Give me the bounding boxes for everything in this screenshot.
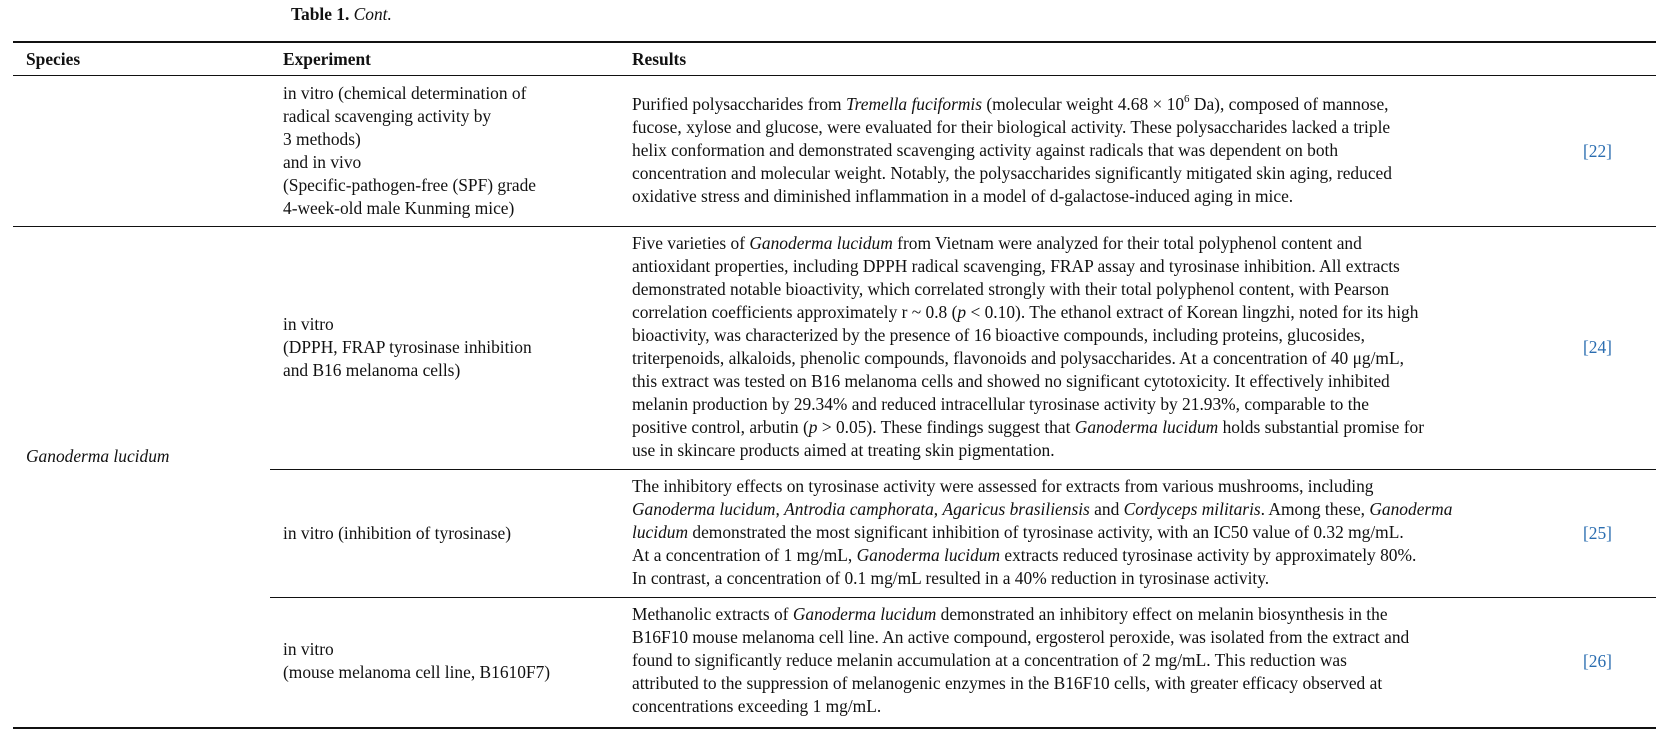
result-line: B16F10 mouse melanoma cell line. An active compound, ergosterol peroxide, was isolated from the extract and — [632, 627, 1410, 647]
result-line: concentrations exceeding 1 mg/mL. — [632, 696, 882, 716]
result-line: lucidum demonstrated the most significant inhibition of tyrosinase activity, with an IC50 value of 0.32 mg/mL. — [632, 522, 1404, 542]
result-line: triterpenoids, alkaloids, phenolic compounds, flavonoids and polysaccharides. At a concentration of 40 μg/mL, — [632, 348, 1404, 368]
result-line: fucose, xylose and glucose, were evaluated for their biological activity. These polysaccharides lacked a triple — [632, 117, 1391, 137]
result-line: In contrast, a concentration of 0.1 mg/mL resulted in a 40% reduction in tyrosinase activity. — [632, 568, 1270, 588]
row-rule — [270, 469, 1656, 470]
result-line: Ganoderma lucidum, Antrodia camphorata, Agaricus brasiliensis and Cordyceps militaris. Among these, Ganoderma — [632, 499, 1453, 519]
row-3-results — [632, 475, 1452, 590]
reference-link[interactable]: [26] — [1583, 651, 1612, 671]
result-line: concentration and molecular weight. Notably, the polysaccharides significantly mitigated skin aging, reduced — [632, 163, 1392, 183]
result-line: positive control, arbutin (p > 0.05). These findings suggest that Ganoderma lucidum holds substantial promise for — [632, 417, 1425, 437]
result-line: use in skincare products aimed at treating skin pigmentation. — [632, 440, 1055, 460]
result-line: Five varieties of Ganoderma lucidum from Vietnam were analyzed for their total polyphenol content and — [632, 233, 1362, 253]
result-line: found to significantly reduce melanin accumulation at a concentration of 2 mg/mL. This reduction was — [632, 650, 1347, 670]
row-rule — [270, 597, 1656, 598]
result-line: Methanolic extracts of Ganoderma lucidum demonstrated an inhibitory effect on melanin biosynthesis in the — [632, 604, 1388, 624]
table-label: Table 1. — [291, 4, 350, 24]
result-line: attributed to the suppression of melanogenic enzymes in the B16F10 cells, with greater efficacy observed at — [632, 673, 1383, 693]
table-caption — [291, 3, 392, 26]
table-cont: Cont. — [353, 4, 392, 24]
result-line: Purified polysaccharides from Tremella fuciformis (molecular weight $4.68 \times 10^6$ Da), composed of mannose, — [632, 93, 1389, 114]
result-line: correlation coefficients approximately r ~ 0.8 (p < 0.10). The ethanol extract of Korean lingzhi, noted for its high — [632, 302, 1419, 322]
header-experiment: Experiment — [283, 49, 371, 69]
result-line: this extract was tested on B16 melanoma cells and showed no significant cytotoxicity. It effectively inhibited — [632, 371, 1390, 391]
bottom-rule — [13, 727, 1656, 729]
reference-link[interactable]: [24] — [1583, 337, 1612, 357]
row-4-results — [632, 603, 1409, 718]
top-rule — [13, 41, 1656, 43]
reference-link[interactable]: [22] — [1583, 141, 1612, 161]
row-3-experiment: in vitro (inhibition of tyrosinase) — [283, 523, 511, 543]
header-species: Species — [26, 49, 81, 69]
result-line: antioxidant properties, including DPPH radical scavenging, FRAP assay and tyrosinase inhibition. All extracts — [632, 256, 1400, 276]
result-line: demonstrated notable bioactivity, which correlated strongly with their total polyphenol content, with Pearson — [632, 279, 1390, 299]
row-2-results — [632, 232, 1424, 462]
row-2-experiment: in vitro (DPPH, FRAP tyrosinase inhibition and B16 melanoma cells) — [283, 314, 532, 380]
row-4-experiment: in vitro (mouse melanoma cell line, B1610F7) — [283, 639, 551, 682]
row-1-results — [632, 93, 1392, 208]
result-line: helix conformation and demonstrated scavenging activity against radicals that was dependent on both — [632, 140, 1339, 160]
row-1-experiment: in vitro (chemical determination of radical scavenging activity by 3 methods) and in vivo (Specific-pathogen-free (SPF) grade 4-week-old male Kunming mice) — [283, 83, 537, 218]
result-line: melanin production by 29.34% and reduced intracellular tyrosinase activity by 21.93%, comparable to the — [632, 394, 1369, 414]
species-ganoderma: Ganoderma lucidum — [26, 446, 170, 466]
header-results: Results — [632, 49, 687, 69]
result-line: bioactivity, was characterized by the presence of 16 bioactive compounds, including proteins, glucosides, — [632, 325, 1365, 345]
row-rule — [13, 226, 1656, 227]
result-line: oxidative stress and diminished inflammation in a model of d-galactose-induced aging in mice. — [632, 186, 1294, 206]
result-line: The inhibitory effects on tyrosinase activity were assessed for extracts from various mushrooms, including — [632, 476, 1374, 496]
reference-link[interactable]: [25] — [1583, 523, 1612, 543]
header-rule — [13, 75, 1656, 76]
result-line: At a concentration of 1 mg/mL, Ganoderma lucidum extracts reduced tyrosinase activity by approximately 80%. — [632, 545, 1417, 565]
